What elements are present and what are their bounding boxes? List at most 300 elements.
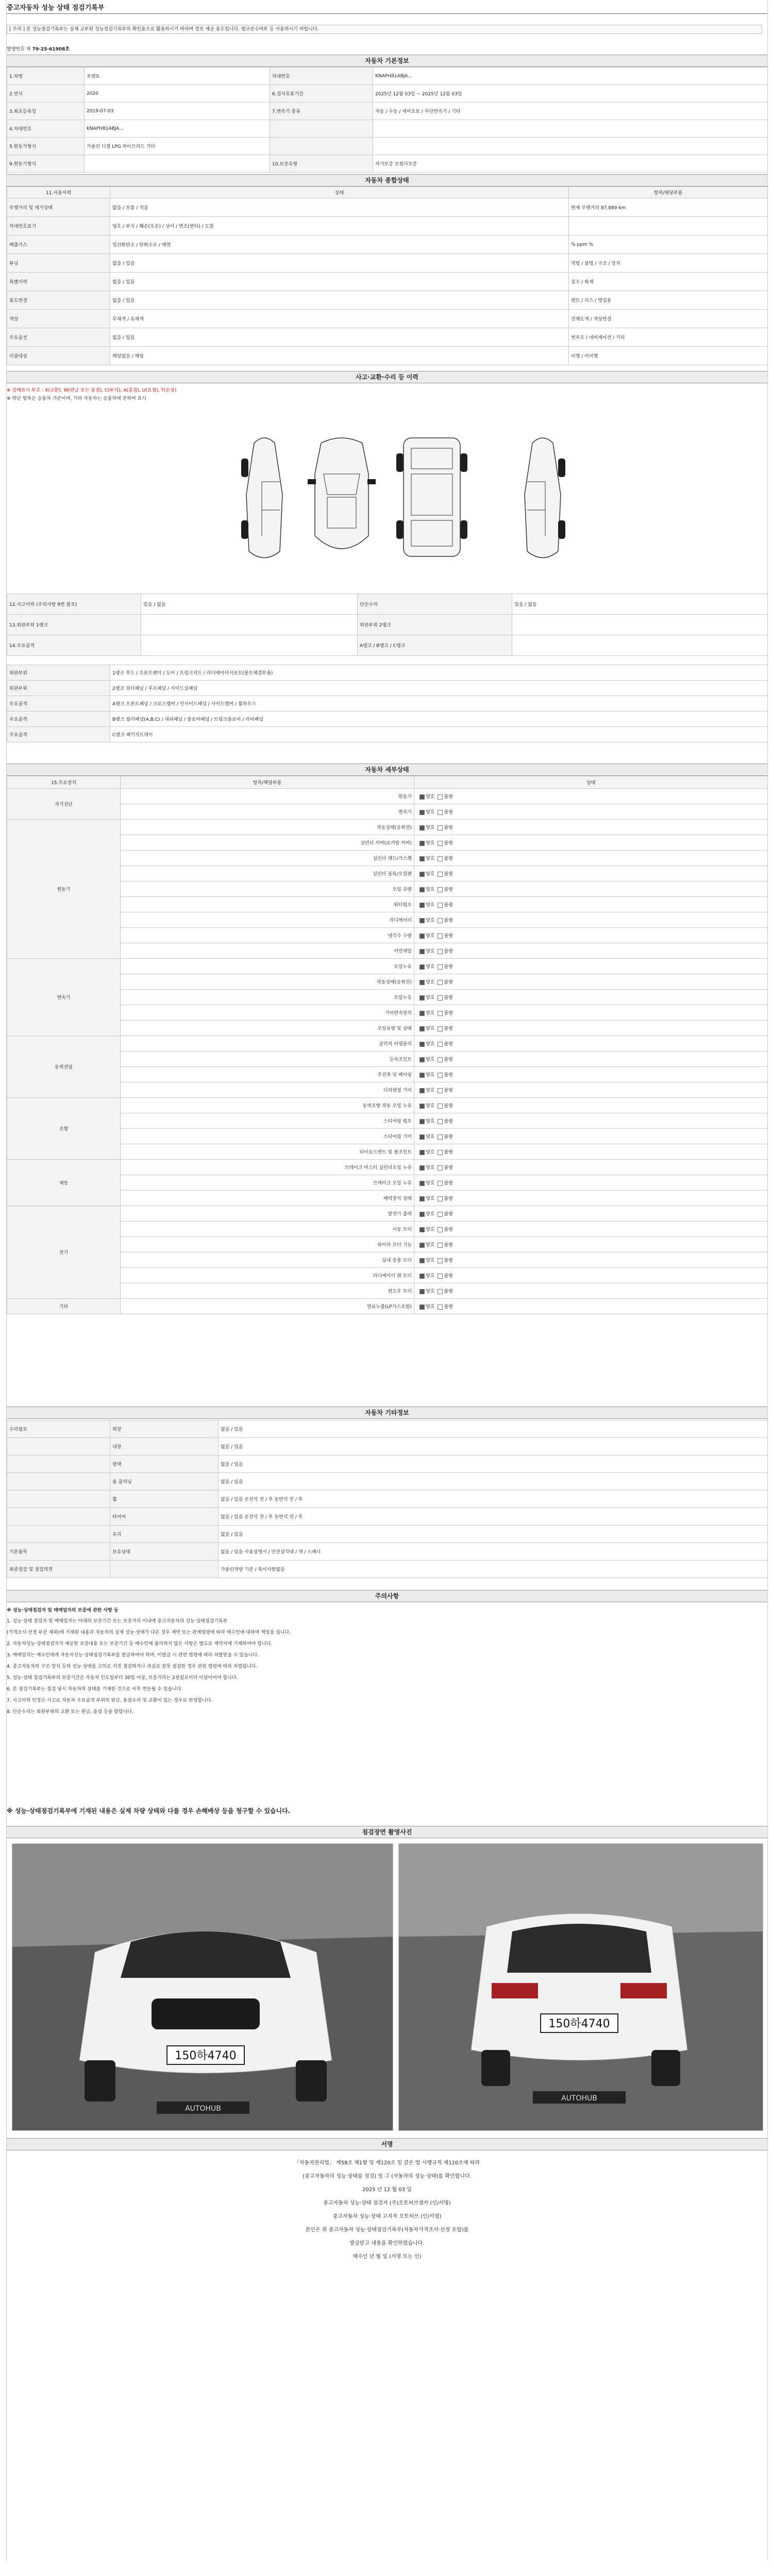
- other-info-table: [7, 1420, 768, 1578]
- status-checkbox: [419, 887, 425, 892]
- status-label: 불량: [444, 856, 453, 861]
- other-row: [7, 1508, 768, 1526]
- basic-value: 자가보증 보험사보증: [373, 155, 768, 173]
- status-checkbox: [438, 1073, 443, 1078]
- accident-value: [512, 615, 768, 635]
- status-label: 양호: [426, 1181, 435, 1186]
- status-label: 불량: [444, 1088, 453, 1093]
- accident-row: [7, 594, 768, 615]
- other-item: 룸 클리닝: [110, 1473, 219, 1490]
- general-status: 없음 / 있음: [110, 291, 569, 310]
- status-label: 양호: [426, 1165, 435, 1171]
- other-row: [7, 1455, 768, 1473]
- accident-scope-note: ※ 하단 항목은 승용차 기준이며, 기타 자동차는 승용차에 준하여 표시: [7, 396, 146, 401]
- general-item: 차대번호표기: [7, 217, 110, 235]
- status-checkbox: [419, 995, 425, 1001]
- status-checkbox: [438, 1289, 443, 1294]
- status-checkbox: [419, 1181, 425, 1186]
- detail-row: [7, 1299, 768, 1314]
- basic-label: 5.원동기형식: [7, 138, 85, 155]
- other-row: [7, 1526, 768, 1543]
- detail-state: [414, 943, 768, 959]
- status-label: 불량: [444, 1289, 453, 1294]
- detail-group: 동력전달: [7, 1036, 121, 1098]
- detail-item: 원동기: [121, 789, 414, 804]
- basic-row: [7, 67, 768, 85]
- basic-value: KNAPH81ABJA...: [85, 120, 270, 138]
- general-row: [7, 217, 768, 235]
- status-label: 양호: [426, 856, 435, 861]
- general-header-cell: 상태: [110, 187, 569, 198]
- basic-label: [270, 120, 373, 138]
- status-label: 양호: [426, 825, 435, 831]
- detail-header-cell: 15.주요장치: [7, 776, 121, 789]
- status-checkbox: [419, 1243, 425, 1248]
- car-left-side-view: [241, 438, 282, 558]
- front-lift-label: AUTOHUB: [185, 2105, 221, 2113]
- general-status: 해당없음 / 해당: [110, 347, 569, 365]
- status-checkbox: [438, 887, 443, 892]
- other-item: [110, 1561, 219, 1578]
- status-label: 양호: [426, 1196, 435, 1201]
- status-label: 양호: [426, 1227, 435, 1232]
- basic-label: 2.연식: [7, 85, 85, 103]
- general-status: 양호 / 부식 / 훼손(오손) / 상이 / 변조(변타) / 도말: [110, 217, 569, 235]
- accident-value: [141, 615, 358, 635]
- general-status: 일산화탄소 / 탄화수소 / 매연: [110, 235, 569, 254]
- accident-value: 있음 / 없음: [141, 594, 358, 615]
- detail-item: 기어변속장치: [121, 1005, 414, 1021]
- status-checkbox: [419, 1134, 425, 1140]
- general-row: [7, 235, 768, 254]
- status-label: 불량: [444, 1274, 453, 1279]
- detail-row: [7, 1082, 768, 1098]
- detail-status-table: [7, 776, 768, 1314]
- accident-table: [7, 594, 768, 656]
- detail-row: [7, 1113, 768, 1129]
- status-label: 불량: [444, 794, 453, 800]
- caution-footer: ※ 성능·상태점검기록부에 기재된 내용은 실제 차량 상태와 다를 경우 손해배상 등을 청구할 수 있습니다.: [7, 1807, 291, 1815]
- basic-label: [270, 138, 373, 155]
- right-front-wheel: [558, 459, 565, 477]
- detail-item: 브레이크 마스터 실린더오일 누유: [121, 1160, 414, 1175]
- status-label: 불량: [444, 1212, 453, 1217]
- status-label: 양호: [426, 1057, 435, 1062]
- basic-value: 가솔린 디젤 LPG 하이브리드 기타: [85, 138, 270, 155]
- status-label: 불량: [444, 1150, 453, 1155]
- detail-state: [414, 1222, 768, 1237]
- detail-state: [414, 804, 768, 820]
- status-label: 양호: [426, 1011, 435, 1016]
- detail-state: [414, 820, 768, 835]
- other-value: 없음 / 있음: [219, 1438, 768, 1455]
- other-group: 수리필요: [7, 1420, 110, 1438]
- detail-state: [414, 1098, 768, 1113]
- other-item: 외장: [110, 1420, 219, 1438]
- status-label: 양호: [426, 1073, 435, 1078]
- detail-item: 시동 모터: [121, 1222, 414, 1237]
- car-frame-view: [396, 438, 467, 556]
- other-item: 휠: [110, 1490, 219, 1508]
- status-label: 불량: [444, 1119, 453, 1124]
- accident-label: 12.사고이력 (주의사항 9번 참조): [7, 594, 141, 615]
- basic-label: 9.원동기형식: [7, 155, 85, 173]
- document-number: [7, 45, 70, 52]
- detail-row: [7, 1067, 768, 1082]
- accident-parts-row: [7, 665, 768, 681]
- accident-parts-list: A랭크 프론트패널 / 크로스멤버 / 인사이드패널 / 사이드멤버 / 휠하우스: [110, 696, 768, 711]
- detail-item: 등속조인트: [121, 1052, 414, 1067]
- status-checkbox: [419, 1196, 425, 1201]
- status-label: 불량: [444, 825, 453, 831]
- status-checkbox: [419, 1274, 425, 1279]
- general-status: 무채색 / 유채색: [110, 310, 569, 328]
- other-row: [7, 1543, 768, 1561]
- status-label: 양호: [426, 1026, 435, 1031]
- detail-item: 배력장치 상태: [121, 1191, 414, 1206]
- detail-item: 윈도우 모터: [121, 1283, 414, 1299]
- accident-row: [7, 635, 768, 656]
- detail-row: [7, 1237, 768, 1252]
- detail-item: 브레이크 오일 누유: [121, 1175, 414, 1191]
- detail-row: [7, 1005, 768, 1021]
- detail-header-cell: 상태: [414, 776, 768, 789]
- status-checkbox: [438, 949, 443, 954]
- status-label: 불량: [444, 1304, 453, 1310]
- status-checkbox: [419, 856, 425, 861]
- detail-item: 실내 송풍 모터: [121, 1252, 414, 1268]
- general-header-cell: 항목/해당부품: [569, 187, 768, 198]
- status-checkbox: [438, 1150, 443, 1155]
- general-row: [7, 273, 768, 291]
- basic-label: 3.최초등록일: [7, 103, 85, 120]
- accident-legend-note: ※ 상태표시 부호 : X(교환), W(판금 또는 용접), C(부식), A(흠집), U(요철), T(손상): [7, 388, 177, 393]
- status-checkbox: [438, 856, 443, 861]
- caution-line: (가격조사·산정 부문 제외)에 기재된 내용과 자동차의 실제 성능·상태가 다른 경우 계약 또는 관계법령에 따라 매수인에 대하여 책임을 집니다.: [7, 1630, 291, 1635]
- other-value: 없음 / 있음 운전석 전 / 후 동반석 전 / 후: [219, 1490, 768, 1508]
- general-item: 색상: [7, 310, 110, 328]
- basic-value: [373, 120, 768, 138]
- detail-item: 오일유량 및 상태: [121, 1021, 414, 1036]
- basic-row: [7, 103, 768, 120]
- detail-item: 연료누출(LP가스포함): [121, 1299, 414, 1314]
- status-label: 불량: [444, 1227, 453, 1232]
- detail-row: [7, 835, 768, 851]
- other-item: 광택: [110, 1455, 219, 1473]
- status-label: 불량: [444, 980, 453, 985]
- detail-state: [414, 1036, 768, 1052]
- other-group: [7, 1473, 110, 1490]
- basic-value: KNAPH81ABJA...: [373, 67, 768, 85]
- detail-row: [7, 1098, 768, 1113]
- status-checkbox: [419, 1165, 425, 1171]
- general-item: 배출가스: [7, 235, 110, 254]
- status-label: 양호: [426, 794, 435, 800]
- status-checkbox: [419, 810, 425, 815]
- detail-state: [414, 959, 768, 974]
- status-label: 불량: [444, 1011, 453, 1016]
- detail-state: [414, 1005, 768, 1021]
- status-checkbox: [419, 1104, 425, 1109]
- other-value: 가솔린차량 기준 / 특이사항없음: [219, 1561, 768, 1578]
- status-label: 불량: [444, 1243, 453, 1248]
- basic-row: [7, 155, 768, 173]
- detail-state: [414, 1144, 768, 1160]
- status-label: 양호: [426, 810, 435, 815]
- status-checkbox: [419, 794, 425, 800]
- detail-state: [414, 851, 768, 866]
- basic-value: 2020: [85, 85, 270, 103]
- status-checkbox: [438, 903, 443, 908]
- status-checkbox: [419, 1289, 425, 1294]
- status-label: 불량: [444, 934, 453, 939]
- detail-state: [414, 1160, 768, 1175]
- status-checkbox: [419, 1011, 425, 1016]
- detail-item: 오일 유량: [121, 882, 414, 897]
- detail-group: 자기진단: [7, 789, 121, 820]
- status-checkbox: [438, 1011, 443, 1016]
- detail-row: [7, 851, 768, 866]
- doc-number-value: 79-25-61908호: [32, 47, 70, 52]
- status-checkbox: [419, 1227, 425, 1232]
- status-label: 불량: [444, 1196, 453, 1201]
- general-status: 없음 / 있음: [110, 328, 569, 347]
- detail-item: 발전기 출력: [121, 1206, 414, 1222]
- status-checkbox: [419, 1073, 425, 1078]
- detail-row: [7, 1129, 768, 1144]
- basic-value: 2019-07-03: [85, 103, 270, 120]
- status-label: 양호: [426, 1119, 435, 1124]
- other-row: [7, 1490, 768, 1508]
- detail-item: 동력조향 작동 오일 누유: [121, 1098, 414, 1113]
- detail-row: [7, 1222, 768, 1237]
- detail-state: [414, 897, 768, 912]
- detail-row: [7, 943, 768, 959]
- detail-row: [7, 974, 768, 990]
- general-part: 적법 / 불법 / 구조 / 장치: [569, 254, 768, 273]
- status-checkbox: [419, 1212, 425, 1217]
- status-checkbox: [419, 1150, 425, 1155]
- status-label: 불량: [444, 903, 453, 908]
- status-label: 양호: [426, 1134, 435, 1140]
- title-divider: [7, 13, 767, 14]
- caution-line: 4. 중고자동차의 구조·장치 등의 성능·상태를 고의로 거짓 점검하거나 과실로 잘못 점검한 경우 관련 법령에 따라 처벌됩니다.: [7, 1664, 258, 1669]
- detail-item: 스티어링 기어: [121, 1129, 414, 1144]
- other-group: 기본품목: [7, 1543, 110, 1561]
- detail-item: 워터펌프: [121, 897, 414, 912]
- detail-row: [7, 1283, 768, 1299]
- status-label: 불량: [444, 810, 453, 815]
- status-label: 양호: [426, 1243, 435, 1248]
- accident-value: 있음 / 없음: [512, 594, 768, 615]
- status-label: 불량: [444, 1104, 453, 1109]
- other-item: 내장: [110, 1438, 219, 1455]
- status-checkbox: [438, 825, 443, 831]
- caution-title: ※ 성능·상태점검자 및 매매업자의 보증에 관한 사항 등: [7, 1608, 119, 1613]
- detail-state: [414, 1082, 768, 1098]
- section-accident-history: 사고·교환·수리 등 이력: [7, 371, 767, 383]
- other-item: 보유상태: [110, 1543, 219, 1561]
- section-photos: 점검장면 촬영사진: [7, 1826, 767, 1838]
- detail-item: 실린더 커버(로커암 커버): [121, 835, 414, 851]
- status-label: 양호: [426, 841, 435, 846]
- general-part: 현재 주행거리 87,889 km: [569, 198, 768, 217]
- detail-row: [7, 912, 768, 928]
- accident-parts-row: [7, 727, 768, 742]
- general-item: 튜닝: [7, 254, 110, 273]
- detail-row: [7, 1021, 768, 1036]
- status-label: 양호: [426, 1042, 435, 1047]
- status-checkbox: [438, 995, 443, 1001]
- caution-line: 7. 사고이력 인정은 사고로 자동차 주요골격 부위의 판금, 용접수리 및 교환이 있는 경우로 한정합니다.: [7, 1698, 213, 1703]
- general-row: [7, 347, 768, 365]
- status-checkbox: [438, 794, 443, 800]
- signature-block: [7, 2157, 767, 2264]
- accident-parts-row: [7, 696, 768, 711]
- car-right-side-view: [525, 438, 565, 558]
- accident-label: 13.외판부위 1랭크: [7, 615, 141, 635]
- signature-line: 「자동차관리법」 제58조 제1항 및 제120조 및 같은 법 시행규칙 제120조에 따라: [294, 2160, 480, 2166]
- detail-item: 오일누유: [121, 990, 414, 1005]
- detail-row: [7, 1206, 768, 1222]
- detail-row: [7, 897, 768, 912]
- other-group: [7, 1438, 110, 1455]
- general-item: 리콜대상: [7, 347, 110, 365]
- status-label: 양호: [426, 872, 435, 877]
- status-label: 양호: [426, 949, 435, 954]
- status-checkbox: [438, 918, 443, 923]
- status-checkbox: [419, 934, 425, 939]
- general-part: 이행 / 미이행: [569, 347, 768, 365]
- detail-item: 작동상태(공회전): [121, 974, 414, 990]
- rear-plate-text: 150하4740: [548, 2018, 610, 2030]
- accident-label: 단순수리: [358, 594, 512, 615]
- detail-state: [414, 1191, 768, 1206]
- status-checkbox: [419, 1057, 425, 1062]
- basic-row: [7, 85, 768, 103]
- caution-line: 8. 단순수리는 외판부위의 교환 또는 판금, 용접 등을 말합니다.: [7, 1709, 133, 1715]
- other-group: [7, 1490, 110, 1508]
- general-item: 주행거리 및 계기상태: [7, 198, 110, 217]
- detail-item: 추진축 및 베어링: [121, 1067, 414, 1082]
- status-label: 불량: [444, 1165, 453, 1171]
- detail-state: [414, 1021, 768, 1036]
- section-detail-status: 자동차 세부상태: [7, 764, 767, 776]
- status-checkbox: [438, 1134, 443, 1140]
- detail-item: 클러치 어셈블리: [121, 1036, 414, 1052]
- status-checkbox: [419, 1042, 425, 1047]
- signature-line: 매수인 년 월 일 (서명 또는 인): [352, 2254, 422, 2260]
- other-group: [7, 1455, 110, 1473]
- detail-state: [414, 1052, 768, 1067]
- status-checkbox: [438, 1274, 443, 1279]
- status-label: 양호: [426, 1212, 435, 1217]
- detail-item: 냉각수 수량: [121, 928, 414, 943]
- other-value: 없음 / 있음: [219, 1473, 768, 1490]
- accident-parts-list: 1랭크 후드 / 프론트펜더 / 도어 / 트렁크리드 / 라디에이터서포트(볼트체결부품): [110, 665, 768, 681]
- signature-line: 본인은 위 중고자동차 성능·상태점검기록부(자동차가격조사·산정 포함)를: [305, 2227, 469, 2233]
- section-other-info: 자동차 기타정보: [7, 1406, 767, 1419]
- status-checkbox: [438, 1304, 443, 1310]
- status-label: 양호: [426, 1304, 435, 1310]
- detail-item: 실린더 블록/오일팬: [121, 866, 414, 882]
- detail-row: [7, 990, 768, 1005]
- section-signature: 서명: [7, 2138, 767, 2150]
- detail-row: [7, 820, 768, 835]
- other-row: [7, 1473, 768, 1490]
- detail-item: 커먼레일: [121, 943, 414, 959]
- general-part: 침수 / 화재: [569, 273, 768, 291]
- other-row: [7, 1438, 768, 1455]
- status-checkbox: [419, 825, 425, 831]
- status-checkbox: [438, 1212, 443, 1217]
- detail-state: [414, 1283, 768, 1299]
- detail-row: [7, 866, 768, 882]
- detail-group: 변속기: [7, 959, 121, 1036]
- status-label: 양호: [426, 918, 435, 923]
- accident-parts-group: 주요골격: [7, 727, 110, 742]
- accident-parts-group: 외판부위: [7, 665, 110, 681]
- detail-state: [414, 1129, 768, 1144]
- general-row: [7, 328, 768, 347]
- detail-state: [414, 990, 768, 1005]
- status-checkbox: [438, 1042, 443, 1047]
- status-label: 양호: [426, 1289, 435, 1294]
- status-label: 불량: [444, 1134, 453, 1140]
- detail-item: 라디에이터 팬 모터: [121, 1268, 414, 1283]
- document-page: [6, 0, 768, 2561]
- status-checkbox: [438, 964, 443, 970]
- detail-row: [7, 928, 768, 943]
- accident-parts-row: [7, 711, 768, 727]
- accident-row: [7, 615, 768, 635]
- general-status: 많음 / 보통 / 적음: [110, 198, 569, 217]
- other-group: 최종점검 및 점검의견: [7, 1561, 110, 1578]
- detail-header-row: [7, 776, 768, 789]
- detail-header-cell: 항목/해당부품: [121, 776, 414, 789]
- detail-item: 스티어링 펌프: [121, 1113, 414, 1129]
- detail-state: [414, 789, 768, 804]
- other-row: [7, 1561, 768, 1578]
- accident-label: 외판부위 2랭크: [358, 615, 512, 635]
- status-checkbox: [438, 1119, 443, 1124]
- detail-state: [414, 1175, 768, 1191]
- detail-group: 제동: [7, 1160, 121, 1206]
- general-item: 용도변경: [7, 291, 110, 310]
- status-label: 양호: [426, 934, 435, 939]
- status-checkbox: [419, 903, 425, 908]
- general-row: [7, 291, 768, 310]
- detail-row: [7, 1175, 768, 1191]
- status-label: 불량: [444, 1026, 453, 1031]
- status-checkbox: [419, 1088, 425, 1093]
- status-checkbox: [438, 1227, 443, 1232]
- status-checkbox: [438, 1181, 443, 1186]
- status-checkbox: [438, 980, 443, 985]
- caution-line: 5. 성능·상태 점검기록부의 보증기간은 자동차 인도일부터 30일 이상, 보증거리는 2천킬로미터 이상이어야 합니다.: [7, 1675, 238, 1681]
- caution-list: [7, 1616, 764, 1718]
- general-item: 주요옵션: [7, 328, 110, 347]
- section-caution: 주의사항: [7, 1590, 767, 1602]
- signature-line: 중고자동차 성능·상태 고지자 오토허브 (인/서명): [332, 2214, 442, 2219]
- caution-line: 3. 매매업자는 매수인에게 자동차성능·상태점검기록부를 발급하여야 하며, 미발급 시 관련 법령에 따라 처벌받을 수 있습니다.: [7, 1653, 259, 1658]
- detail-group: 기타: [7, 1299, 121, 1314]
- detail-group: 전기: [7, 1206, 121, 1299]
- detail-row: [7, 959, 768, 974]
- general-status: 없음 / 있음: [110, 273, 569, 291]
- status-label: 불량: [444, 887, 453, 892]
- detail-row: [7, 882, 768, 897]
